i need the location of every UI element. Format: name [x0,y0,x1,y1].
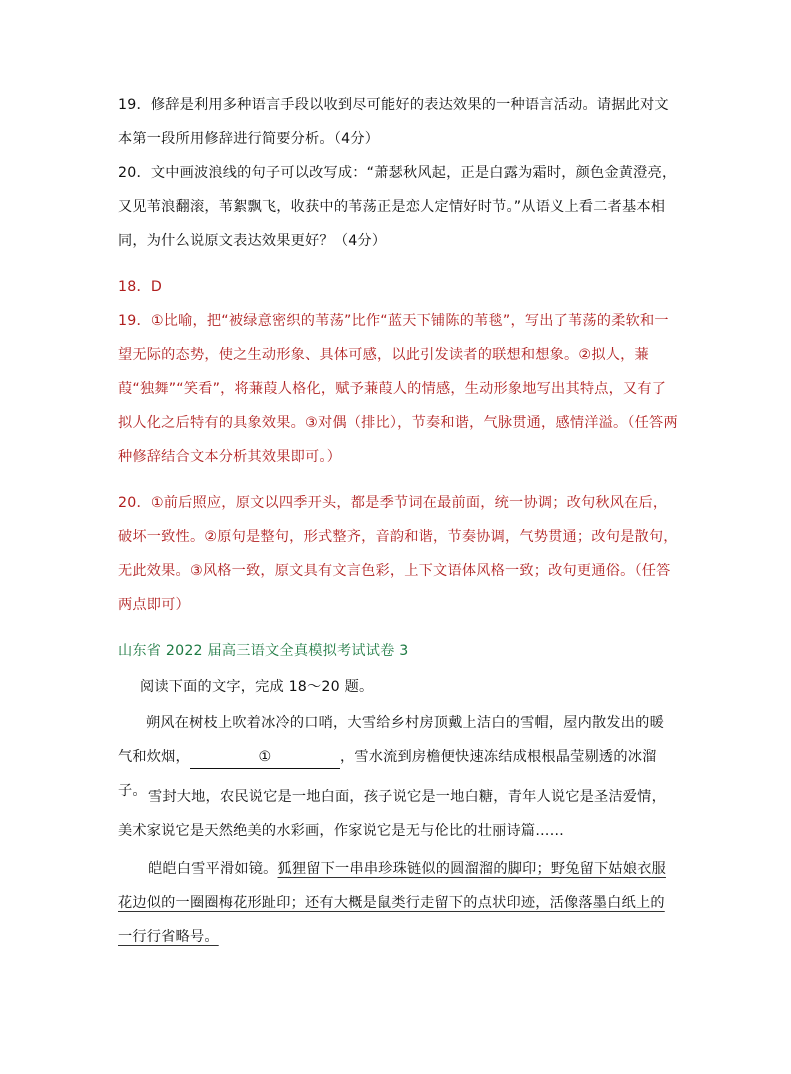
passage-paragraph-2: 雪封大地，农民说它是一地白面，孩子说它是一地白糖，青年人说它是圣洁爱情，美术家说它是天然绝美的水彩画，作家说它是无与伦比的壮丽诗篇…… [118,789,666,839]
question-20: 20．文中画波浪线的句子可以改写成：“萧瑟秋风起，正是白露为霜时，颜色金黄澄亮，又见苇浪翻滚，苇絮飘飞，收获中的苇荡正是恋人定情好时节。”从语义上看二者基本相同，为什么说原文表达效果更好？（4分） [118,165,677,249]
fill-in-blank-1: ① [190,746,340,769]
paragraph-3-text-start: 皑皑白雪平滑如镜。 [148,861,278,877]
answer-20: 20．①前后照应，原文以四季开头，都是季节词在最前面，统一协调；改句秋风在后，破坏一致性。②原句是整句，形式整齐，音韵和谐，节奏协调，气势贯通；改句是散句，无此效果。③风格一致，原文具有文言色彩，上下文语体风格一致；改句更通俗。（任答两点即可） [118,495,678,613]
paragraph-1-text-end: ，雪水流到房檐便快速冻结成根根晶莹剔透的冰溜子。 [118,749,657,799]
answer-19: 19．①比喻，把“被绿意密织的苇荡”比作“蓝天下铺陈的苇毯”，写出了苇荡的柔软和一望无际的态势，使之生动形象、具体可感，以此引发读者的联想和想象。②拟人，蒹葭“独舞”“笑看”，将蒹葭人格化，赋予蒹葭人的情感，生动形象地写出其特点，又有了拟人化之后特有的具象效果。③对偶（排比），节奏和谐，气脉贯通，感情洋溢。（任答两种修辞结合文本分析其效果即可。） [118,313,678,465]
reading-instruction: 阅读下面的文字，完成 18～20 题。 [140,679,374,695]
underlined-sentence: 狐狸留下一串串珍珠链似的圆溜溜的脚印；野兔留下姑娘衣服花边似的一圈圈梅花形趾印；还有大概是鼠类行走留下的点状印迹，活像落墨白纸上的一行行省略号。 [118,861,666,945]
question-19: 19．修辞是利用多种语言手段以收到尽可能好的表达效果的一种语言活动。请据此对文本第一段所用修辞进行简要分析。（4分） [118,97,669,147]
answer-18: 18．D [118,279,162,295]
passage-paragraph-3 [118,852,678,954]
paragraph-1-text-start: 朔风在树枝上吹着冰冷的口哨，大雪给乡村房顶戴上洁白的雪帽，屋内散发出的暖气和炊烟， [118,715,664,765]
section-title: 山东省 2022 届高三语文全真模拟考试试卷 3 [118,643,409,659]
